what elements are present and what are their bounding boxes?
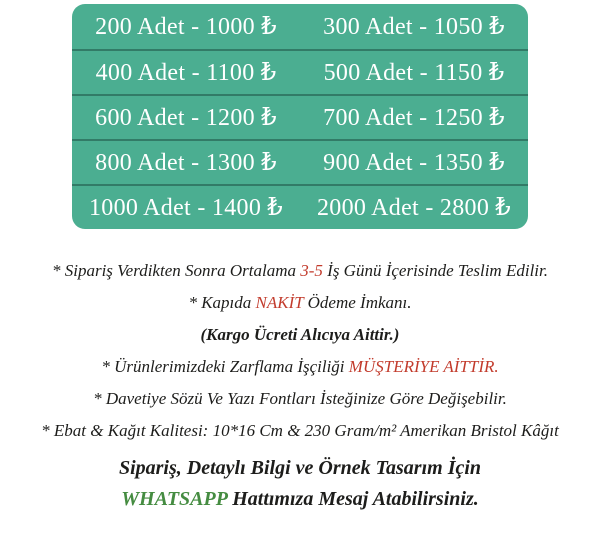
- notes-section: [0, 260, 600, 441]
- price-row: [72, 49, 528, 94]
- price-cell: 200 Adet - 1000 ₺: [95, 14, 277, 40]
- price-row: [72, 4, 528, 49]
- note-shipping: (Kargo Ücreti Alıcıya Aittir.): [200, 325, 400, 344]
- note-delivery-post: İş Günü İçerisinde Teslim Edilir.: [322, 261, 548, 280]
- footer-line-2-rest: Hattımıza Mesaj Atabilirsiniz.: [227, 488, 479, 510]
- price-row: [72, 184, 528, 229]
- footer-line-2: [0, 487, 600, 511]
- price-cell: 400 Adet - 1100 ₺: [95, 60, 277, 86]
- note-payment-pre: * Kapıda: [188, 293, 256, 312]
- note-payment-post: Ödeme İmkanı.: [303, 293, 412, 312]
- price-cell: 2000 Adet - 2800 ₺: [317, 195, 511, 221]
- footer-line-1: Sipariş, Detaylı Bilgi ve Örnek Tasarım İçin: [118, 457, 482, 479]
- note-paper: * Ebat & Kağıt Kalitesi: 10*16 Cm & 230 Gram/m² Amerikan Bristol Kâğıt: [41, 421, 559, 440]
- note-delivery-highlight: 3-5: [300, 261, 323, 280]
- price-cell: 600 Adet - 1200 ₺: [95, 105, 277, 131]
- note-envelope-highlight: MÜŞTERİYE AİTTİR.: [348, 357, 499, 376]
- price-row: [72, 139, 528, 184]
- invitation-price-flyer: [0, 4, 600, 535]
- price-cell: 1000 Adet - 1400 ₺: [89, 195, 283, 221]
- note-payment-highlight: NAKİT: [255, 293, 304, 312]
- price-cell: 800 Adet - 1300 ₺: [95, 150, 277, 176]
- price-row: [72, 94, 528, 139]
- price-cell: 500 Adet - 1150 ₺: [323, 60, 505, 86]
- note-envelope-pre: * Ürünlerimizdeki Zarflama İşçiliği: [101, 357, 349, 376]
- price-cell: 700 Adet - 1250 ₺: [323, 105, 505, 131]
- price-cell: 300 Adet - 1050 ₺: [323, 14, 505, 40]
- note-customization: * Davetiye Sözü Ve Yazı Fontları İsteğinize Göre Değişebilir.: [93, 389, 507, 408]
- note-envelope: [0, 356, 600, 377]
- note-payment: [0, 292, 600, 313]
- price-table: [72, 4, 528, 229]
- contact-footer: [0, 456, 600, 511]
- note-delivery: [0, 260, 600, 281]
- price-cell: 900 Adet - 1350 ₺: [323, 150, 505, 176]
- note-delivery-pre: * Sipariş Verdikten Sonra Ortalama: [52, 261, 301, 280]
- whatsapp-label: WHATSAPP: [121, 488, 228, 510]
